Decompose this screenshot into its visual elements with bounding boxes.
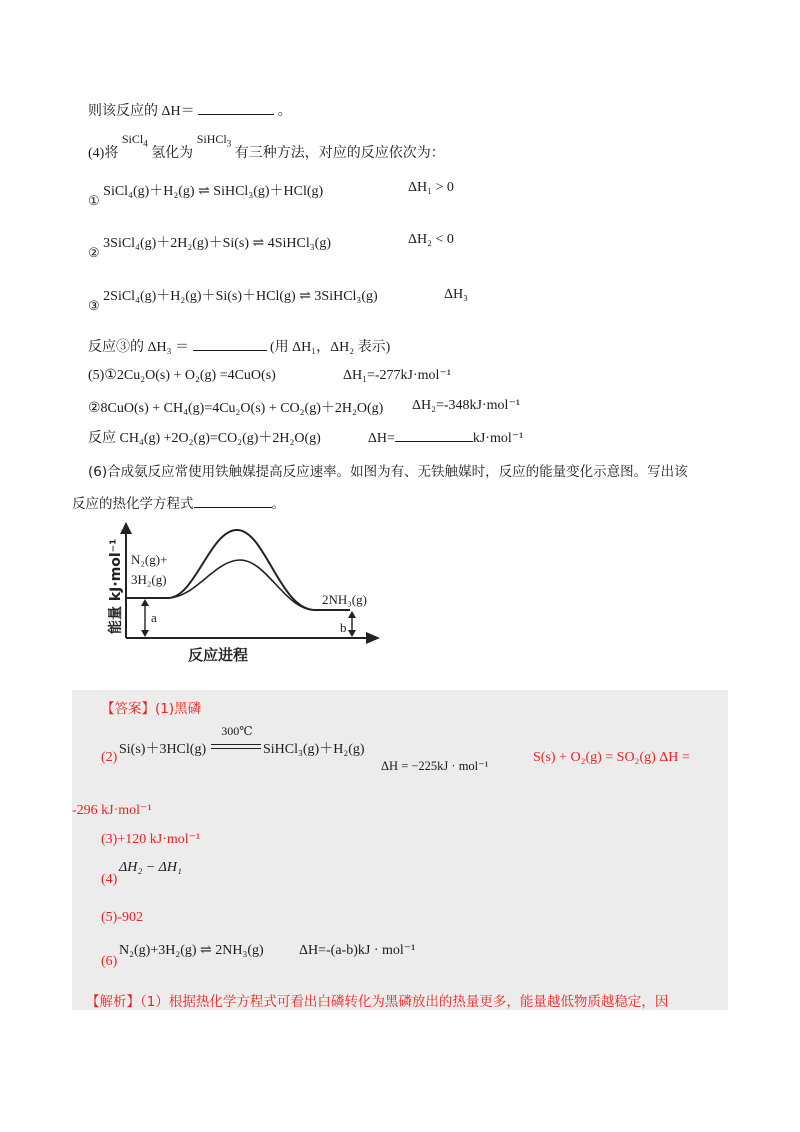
label-b: b (340, 620, 347, 635)
answer-2-products: SiHCl₃(g)＋H₂(g) (263, 742, 365, 757)
answer-blank[interactable] (395, 427, 473, 442)
reaction-1 (88, 180, 324, 208)
answer-2-sulfur-dh: -296 kJ·mol⁻¹ (72, 803, 152, 818)
arrow-b-head-up (348, 611, 356, 618)
q5-equation-2: ②8CuO(s) + CH₄(g)=4Cu₂O(s) + CO₂(g)＋2H₂O(g) (88, 401, 384, 416)
q5-unit: kJ·mol⁻¹ (472, 431, 524, 446)
q4-mid: 氢化为 (151, 146, 194, 161)
answer-6 (101, 938, 501, 968)
answer-2-double-line (211, 744, 261, 749)
answer-3: (3)+120 kJ·mol⁻¹ (101, 832, 201, 847)
sihcl3-formula: SiHCl$_3$ (196, 132, 232, 149)
answer-4 (101, 858, 301, 888)
y-axis-label: 能量 kJ·mol⁻¹ (108, 538, 124, 634)
x-arrowhead (366, 632, 380, 644)
answer-blank[interactable] (194, 493, 272, 508)
reaction-2-number: ② (88, 245, 100, 260)
q4-ask (88, 336, 390, 356)
q4-suffix: 有三种方法，对应的反应依次为： (234, 146, 445, 161)
energy-diagram (100, 522, 390, 672)
q4-prefix: (4)将 (88, 146, 119, 161)
answer-5: (5)-902 (101, 910, 143, 925)
sicl4-formula: SiCl$_4$ (121, 132, 148, 149)
answer-4-number: (4) (101, 872, 118, 887)
x-axis-label: 反应进程 (188, 646, 249, 664)
reaction-2-equation: 3SiCl₄(g)＋2H₂(g)＋Si(s) ⇌ 4SiHCl₃(g) (103, 236, 331, 251)
answer-2-reactants: Si(s)＋3HCl(g) (119, 742, 207, 757)
period: 。 (277, 104, 292, 119)
reactant-label-2: 3H₂(g) (131, 572, 167, 587)
answer-2-condition: 300℃ (221, 724, 253, 738)
reaction-1-dh: ΔH₁ > 0 (408, 180, 454, 195)
q4-ask-hint: (用 ΔH₁，ΔH₂ 表示) (270, 340, 391, 355)
q5-ask (88, 427, 523, 447)
answer-2-sulfur-equation: S(s) + O₂(g) = SO₂(g) ΔH = (533, 750, 690, 765)
reaction-1-number: ① (88, 193, 100, 208)
reactant-label-1: N₂(g)+ (131, 552, 168, 567)
label-a: a (151, 610, 157, 625)
answer-4-expression: ΔH₂ − ΔH₁ (119, 860, 182, 875)
answer-blank[interactable] (193, 336, 267, 351)
product-label: 2NH₃(g) (322, 592, 367, 607)
period: 。 (271, 496, 285, 512)
reaction-1-equation: SiCl₄(g)＋H₂(g) ⇌ SiHCl₃(g)＋HCl(g) (103, 184, 324, 199)
answer-6-dh: ΔH=-(a-b)kJ · mol⁻¹ (299, 943, 416, 958)
y-arrowhead (120, 522, 132, 534)
q5-target-equation: 反应 CH₄(g) +2O₂(g)=CO₂(g)＋2H₂O(g) (88, 431, 321, 446)
dh-question-line (88, 100, 292, 120)
answer-6-equation: N₂(g)+3H₂(g) ⇌ 2NH₃(g) (119, 943, 264, 958)
arrow-b-head-down (348, 630, 356, 637)
reaction-3-dh: ΔH₃ (444, 287, 468, 302)
q6-text-line-2 (72, 492, 285, 512)
q4-ask-text: 反应③的 ΔH₃ ＝ (88, 340, 189, 355)
q5-dh-1: ΔH₁=-277kJ·mol⁻¹ (343, 368, 452, 383)
reaction-3-equation: 2SiCl₄(g)＋H₂(g)＋Si(s)＋HCl(g) ⇌ 3SiHCl₃(g) (103, 289, 378, 304)
answer-6-number: (6) (101, 954, 118, 969)
arrow-a-head-up (141, 599, 149, 606)
analysis-text: 【解析】（1）根据热化学方程式可看出白磷转化为黑磷放出的热量更多，能量越低物质越稳定，因 (86, 994, 669, 1010)
answer-2-number: (2) (101, 750, 118, 765)
q5-dh-2: ΔH₂=-348kJ·mol⁻¹ (412, 398, 521, 413)
dh-question-text: 则该反应的 ΔH＝ (88, 104, 195, 119)
arrow-a-head-down (141, 630, 149, 637)
reaction-3 (88, 285, 378, 313)
answer-blank[interactable] (198, 100, 274, 115)
reaction-2 (88, 232, 331, 260)
q4-intro (88, 132, 445, 162)
answer-2-dh: ΔH = −225kJ · mol⁻¹ (381, 759, 489, 773)
reaction-2-dh: ΔH₂ < 0 (408, 232, 454, 247)
q5-dh-label: ΔH= (367, 431, 395, 446)
answer-2 (101, 724, 721, 774)
q6-text-line-1: (6)合成氨反应常使用铁触媒提高反应速率。如图为有、无铁触媒时，反应的能量变化示意图。写出该 (88, 464, 688, 480)
q5-equation-1: (5)①2Cu₂O(s) + O₂(g) =4CuO(s) (88, 368, 276, 383)
answer-heading: 【答案】(1)黑磷 (101, 701, 202, 717)
q6-ask-text: 反应的热化学方程式 (72, 496, 194, 512)
reaction-3-number: ③ (88, 298, 100, 313)
